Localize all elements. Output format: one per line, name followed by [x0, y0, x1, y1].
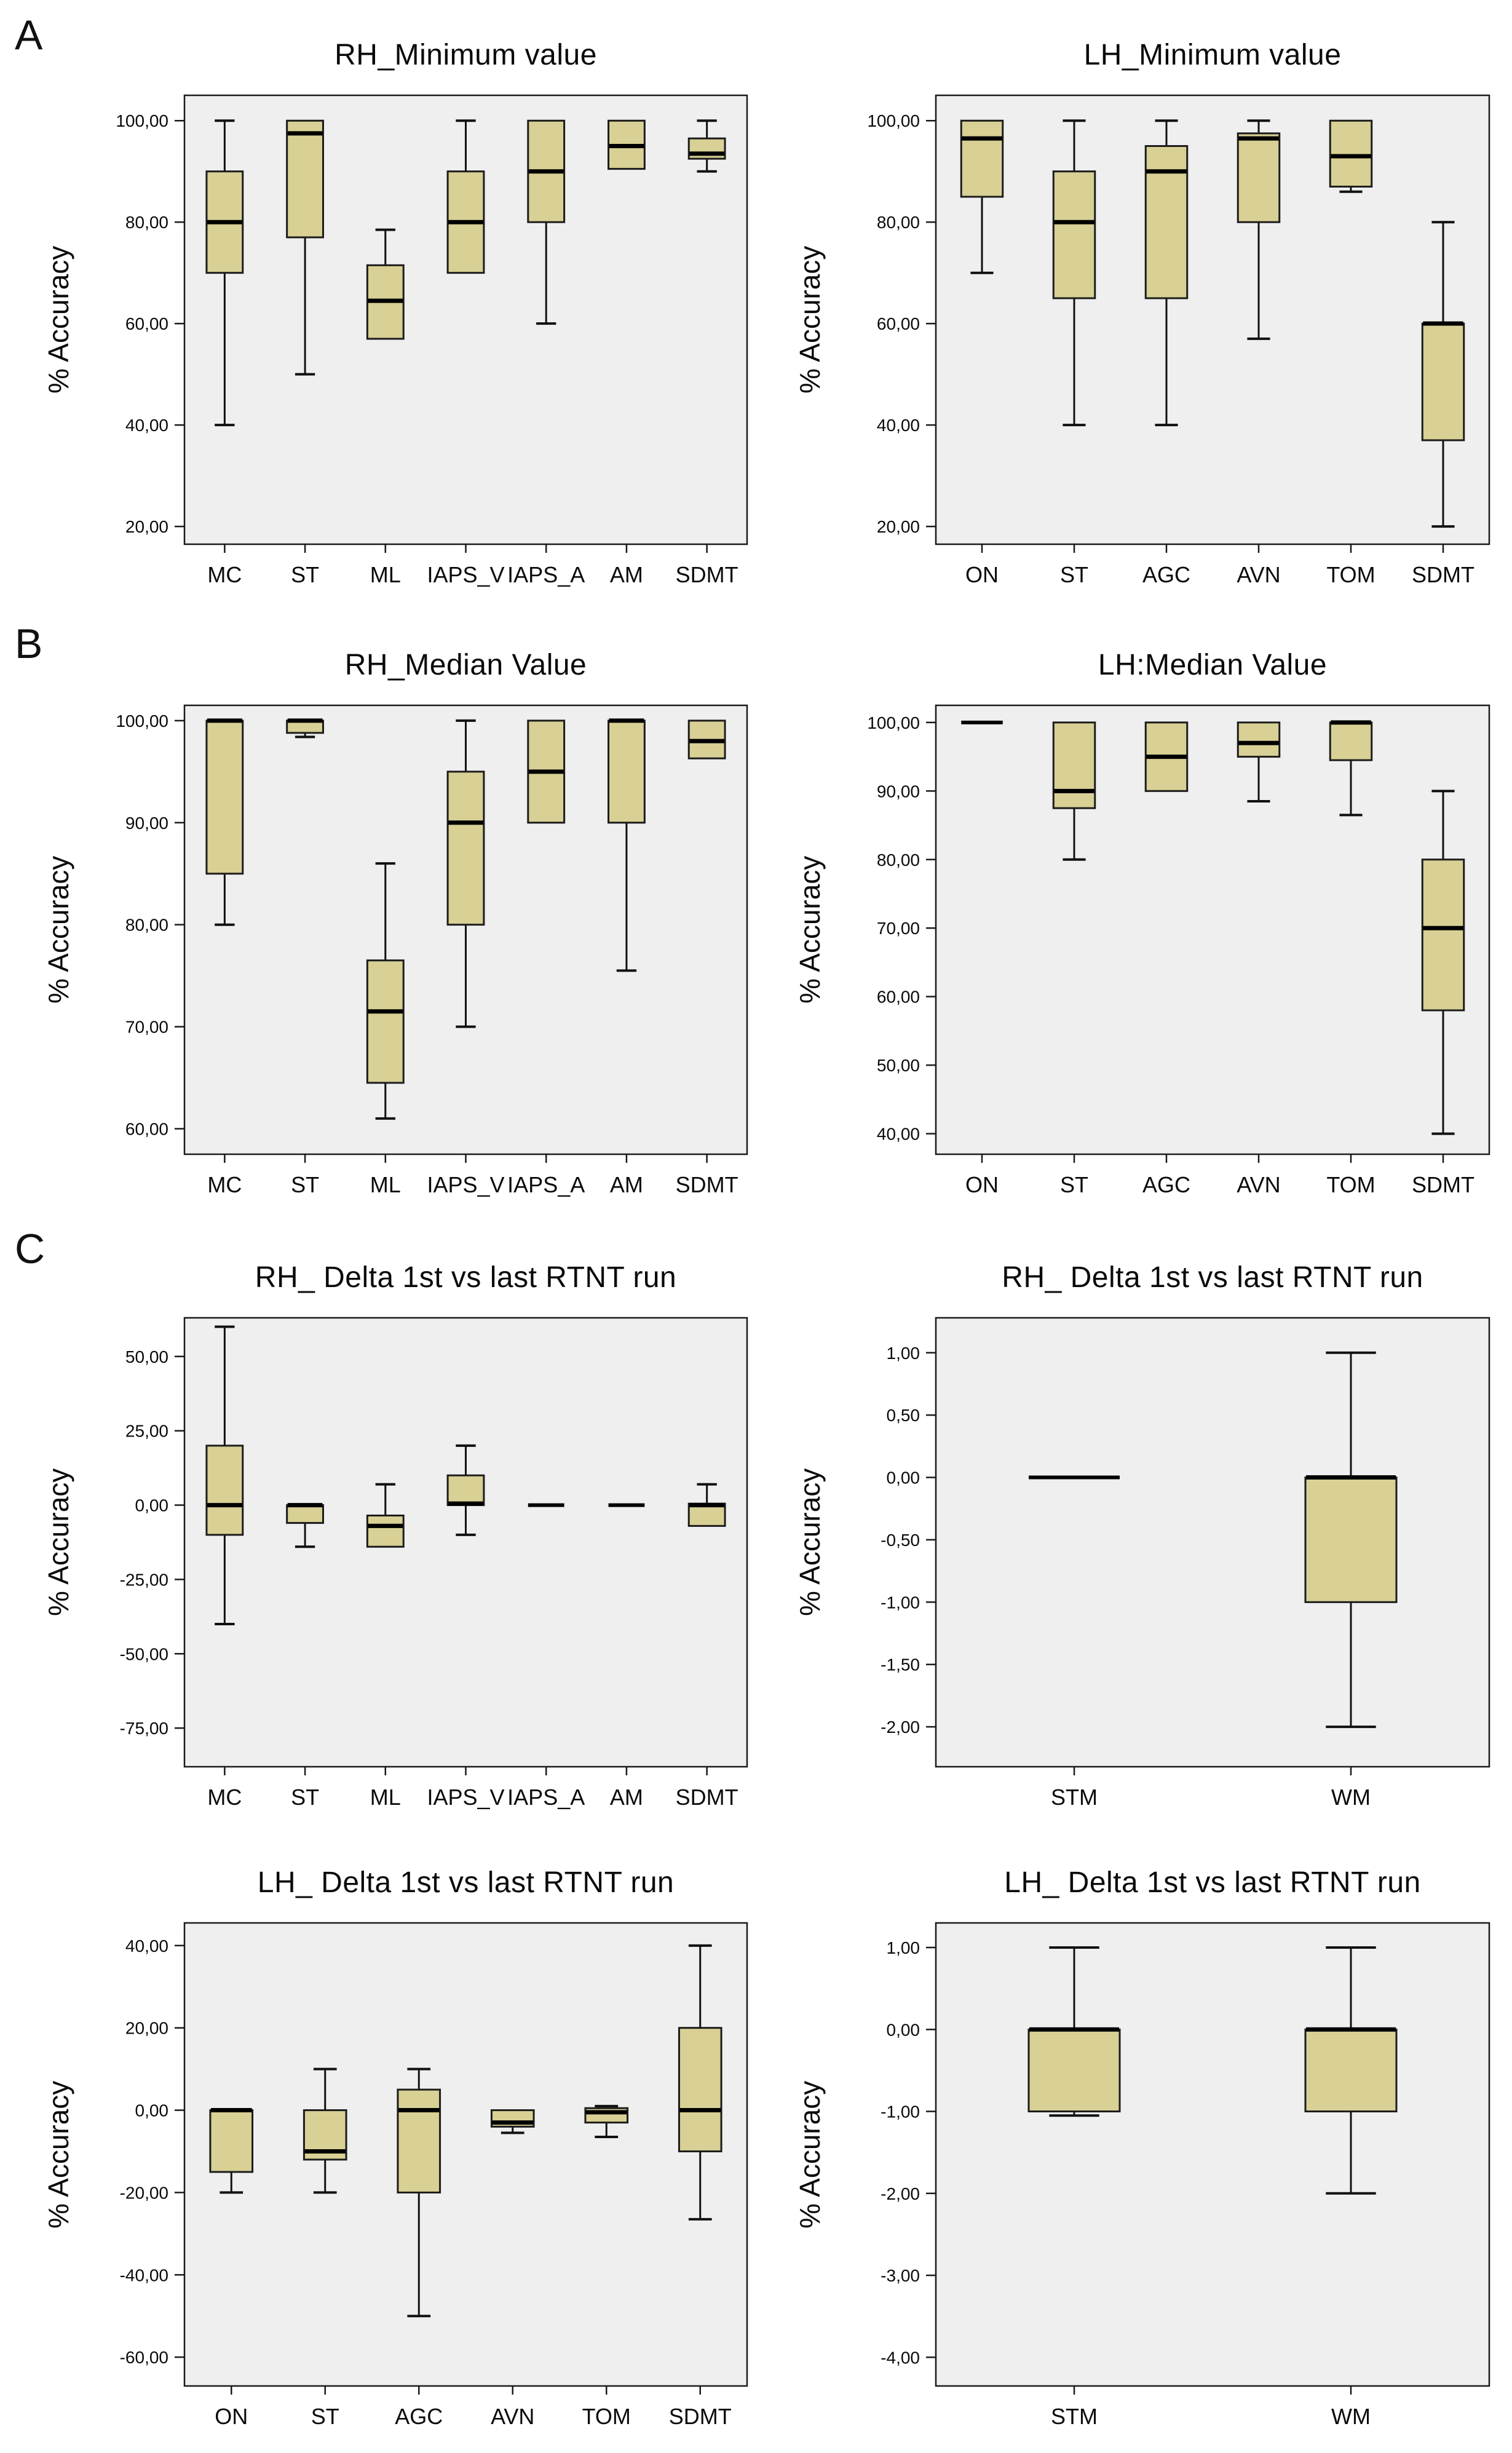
- svg-text:-1,00: -1,00: [881, 1593, 920, 1612]
- svg-text:-25,00: -25,00: [119, 1570, 168, 1590]
- boxplot-canvas: [18, 635, 756, 1219]
- svg-text:80,00: 80,00: [125, 213, 168, 232]
- svg-text:80,00: 80,00: [125, 915, 168, 935]
- svg-text:WM: WM: [1331, 1785, 1371, 1810]
- svg-text:SDMT: SDMT: [675, 562, 738, 587]
- boxplot-canvas: [18, 1852, 756, 2451]
- svg-text:1,00: 1,00: [886, 1938, 920, 1957]
- chart-lh-delta-memory: [770, 1852, 1498, 2451]
- svg-text:SDMT: SDMT: [668, 2404, 732, 2429]
- chart-lh-delta-tasks: [18, 1852, 756, 2451]
- svg-text:0,50: 0,50: [886, 1406, 920, 1425]
- svg-text:IAPS_A: IAPS_A: [507, 562, 585, 587]
- svg-text:SDMT: SDMT: [675, 1172, 738, 1197]
- svg-text:20,00: 20,00: [125, 517, 168, 537]
- svg-text:1,00: 1,00: [886, 1343, 920, 1363]
- svg-text:100,00: 100,00: [116, 111, 168, 131]
- panel-label-a: A: [15, 12, 43, 58]
- svg-text:40,00: 40,00: [876, 1124, 920, 1144]
- svg-text:AVN: AVN: [491, 2404, 535, 2429]
- svg-text:AM: AM: [609, 562, 643, 587]
- y-axis-label: % Accuracy: [42, 1468, 74, 1617]
- svg-text:100,00: 100,00: [867, 713, 920, 732]
- svg-text:ST: ST: [291, 562, 320, 587]
- chart-rh-delta-tasks: [18, 1247, 756, 1831]
- boxplot-canvas: [18, 25, 756, 609]
- svg-text:AGC: AGC: [395, 2404, 443, 2429]
- y-axis-label: % Accuracy: [794, 2080, 826, 2229]
- svg-text:ON: ON: [215, 2404, 248, 2429]
- chart-title: RH_ Delta 1st vs last RTNT run: [1002, 1261, 1423, 1294]
- svg-text:IAPS_A: IAPS_A: [507, 1785, 585, 1810]
- svg-text:60,00: 60,00: [125, 314, 168, 334]
- boxplot-canvas: [18, 1247, 756, 1831]
- svg-text:MC: MC: [207, 562, 242, 587]
- svg-text:-20,00: -20,00: [119, 2183, 168, 2203]
- svg-text:-75,00: -75,00: [119, 1719, 168, 1738]
- svg-text:-3,00: -3,00: [881, 2266, 920, 2286]
- svg-text:0,00: 0,00: [135, 1496, 168, 1515]
- svg-text:ON: ON: [965, 1172, 999, 1197]
- svg-text:100,00: 100,00: [867, 111, 920, 131]
- svg-text:ST: ST: [291, 1172, 320, 1197]
- y-axis-label: % Accuracy: [794, 1468, 826, 1617]
- chart-rh-minimum-value: [18, 25, 756, 609]
- boxplot-canvas: [770, 25, 1498, 609]
- boxplot-canvas: [770, 635, 1498, 1219]
- box-AM: [609, 121, 645, 168]
- svg-text:ML: ML: [370, 562, 401, 587]
- svg-text:80,00: 80,00: [876, 213, 920, 232]
- chart-title: RH_Median Value: [344, 649, 587, 681]
- svg-text:IAPS_A: IAPS_A: [507, 1172, 585, 1197]
- y-axis-label: % Accuracy: [42, 855, 74, 1004]
- svg-text:IAPS_V: IAPS_V: [427, 1172, 505, 1197]
- svg-text:-0,50: -0,50: [881, 1530, 920, 1550]
- svg-text:TOM: TOM: [1326, 562, 1375, 587]
- svg-text:SDMT: SDMT: [675, 1785, 738, 1810]
- svg-text:-2,00: -2,00: [881, 1718, 920, 1737]
- y-axis-label: % Accuracy: [794, 245, 826, 394]
- svg-text:ST: ST: [311, 2404, 339, 2429]
- y-axis-label: % Accuracy: [42, 245, 74, 394]
- svg-text:ML: ML: [370, 1172, 401, 1197]
- svg-text:-1,00: -1,00: [881, 2102, 920, 2122]
- box-IAPS_A: [528, 721, 564, 823]
- svg-text:50,00: 50,00: [125, 1347, 168, 1366]
- svg-text:20,00: 20,00: [125, 2018, 168, 2038]
- svg-text:STM: STM: [1051, 1785, 1098, 1810]
- boxplot-canvas: [770, 1852, 1498, 2451]
- svg-text:STM: STM: [1051, 2404, 1098, 2429]
- chart-rh-delta-memory: [770, 1247, 1498, 1831]
- svg-text:ST: ST: [1059, 562, 1089, 587]
- svg-text:AVN: AVN: [1237, 1172, 1281, 1197]
- svg-text:25,00: 25,00: [125, 1421, 168, 1441]
- chart-title: LH_ Delta 1st vs last RTNT run: [257, 1866, 675, 1899]
- svg-text:-4,00: -4,00: [881, 2348, 920, 2368]
- svg-text:IAPS_V: IAPS_V: [427, 1785, 505, 1810]
- svg-text:ON: ON: [965, 562, 999, 587]
- svg-text:AGC: AGC: [1142, 562, 1191, 587]
- svg-text:TOM: TOM: [1326, 1172, 1375, 1197]
- svg-text:TOM: TOM: [582, 2404, 631, 2429]
- svg-text:40,00: 40,00: [876, 416, 920, 435]
- svg-text:90,00: 90,00: [125, 813, 168, 833]
- svg-text:MC: MC: [207, 1785, 242, 1810]
- svg-text:70,00: 70,00: [125, 1017, 168, 1037]
- svg-text:ML: ML: [370, 1785, 401, 1810]
- svg-text:80,00: 80,00: [876, 850, 920, 870]
- panel-label-c: C: [15, 1226, 46, 1272]
- chart-title: RH_ Delta 1st vs last RTNT run: [255, 1261, 677, 1294]
- svg-text:-40,00: -40,00: [119, 2265, 168, 2285]
- svg-text:40,00: 40,00: [125, 1936, 168, 1956]
- svg-text:AVN: AVN: [1237, 562, 1281, 587]
- box-AGC: [1146, 723, 1187, 791]
- boxplot-canvas: [770, 1247, 1498, 1831]
- svg-text:MC: MC: [207, 1172, 242, 1197]
- chart-rh-median-value: [18, 635, 756, 1219]
- svg-text:SDMT: SDMT: [1412, 1172, 1474, 1197]
- svg-text:60,00: 60,00: [876, 987, 920, 1007]
- svg-text:-1,50: -1,50: [881, 1655, 920, 1674]
- svg-text:40,00: 40,00: [125, 416, 168, 435]
- svg-text:70,00: 70,00: [876, 919, 920, 938]
- svg-text:-2,00: -2,00: [881, 2184, 920, 2203]
- chart-title: LH_Minimum value: [1083, 39, 1342, 71]
- y-axis-label: % Accuracy: [794, 855, 826, 1004]
- svg-text:ST: ST: [1059, 1172, 1089, 1197]
- y-axis-label: % Accuracy: [42, 2080, 74, 2229]
- box-TOM: [1330, 121, 1372, 191]
- svg-text:AM: AM: [609, 1172, 643, 1197]
- svg-text:-60,00: -60,00: [119, 2348, 168, 2368]
- svg-text:0,00: 0,00: [886, 1468, 920, 1488]
- svg-text:ST: ST: [291, 1785, 320, 1810]
- svg-text:60,00: 60,00: [125, 1119, 168, 1139]
- svg-text:AGC: AGC: [1142, 1172, 1191, 1197]
- box-SDMT: [689, 721, 725, 758]
- svg-text:90,00: 90,00: [876, 782, 920, 801]
- svg-text:60,00: 60,00: [876, 314, 920, 334]
- chart-lh-median-value: [770, 635, 1498, 1219]
- svg-text:SDMT: SDMT: [1412, 562, 1474, 587]
- panel-label-b: B: [15, 620, 43, 667]
- svg-text:20,00: 20,00: [876, 517, 920, 537]
- svg-text:0,00: 0,00: [135, 2101, 168, 2120]
- svg-text:50,00: 50,00: [876, 1056, 920, 1076]
- svg-text:IAPS_V: IAPS_V: [427, 562, 505, 587]
- svg-text:-50,00: -50,00: [119, 1644, 168, 1664]
- chart-title: LH_ Delta 1st vs last RTNT run: [1004, 1866, 1421, 1899]
- chart-lh-minimum-value: [770, 25, 1498, 609]
- svg-text:100,00: 100,00: [116, 711, 168, 731]
- svg-text:WM: WM: [1331, 2404, 1371, 2429]
- svg-text:0,00: 0,00: [886, 2020, 920, 2040]
- svg-text:AM: AM: [609, 1785, 643, 1810]
- chart-title: LH:Median Value: [1098, 649, 1328, 681]
- chart-title: RH_Minimum value: [334, 39, 597, 71]
